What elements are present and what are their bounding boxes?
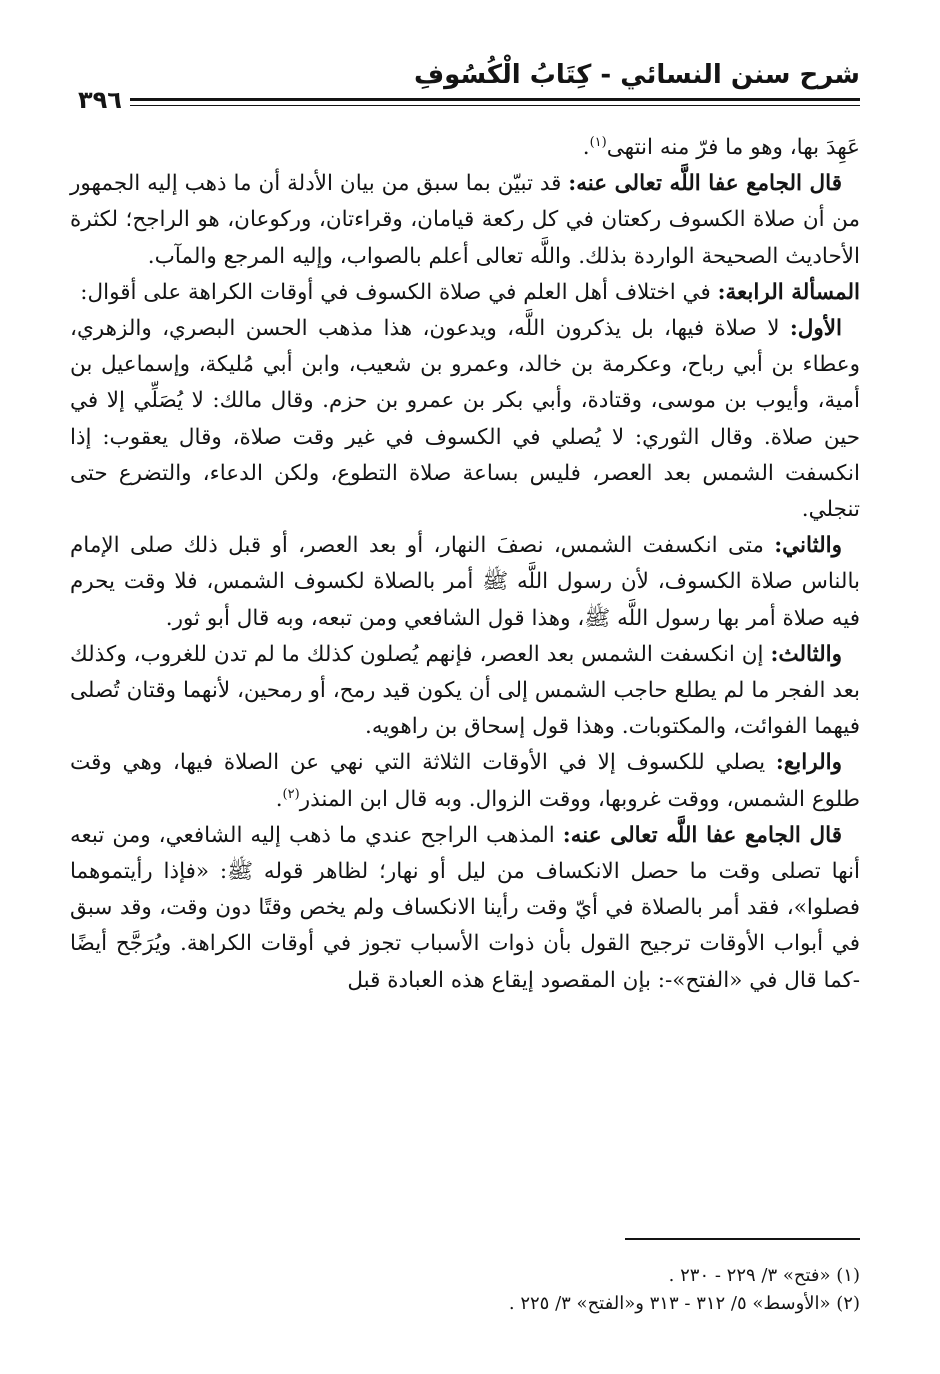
paragraph-text: قد تبيّن بما سبق من بيان الأدلة أن ما ذهب إليه الجمهور من أن صلاة الكسوف ركعتان في كل ركعة قيامان، وقراءتان، وركوعان، هو الراجح؛ لكثرة الأحاديث الصحيحة الواردة بذلك. واللَّه تعالى أعلم بالصواب، وإليه المرجع والمآب. (70, 171, 860, 269)
footnote-ref: (١) (589, 134, 607, 150)
paragraph-text: المذهب الراجح عندي ما ذهب إليه الشافعي، ومن تبعه أنها تصلى وقت ما حصل الانكساف من ليل أو نهار؛ لظاهر قوله ﷺ: «فإذا رأيتموهما فصلوا»، فقد أمر بالصلاة في أيّ وقت رأينا الانكساف ولم يخص وقتًا دون وقت، وقد سبق في أبواب الأوقات ترجيح القول بأن ذوات الأسباب تجوز في أوقات الكراهة. ويُرَجَّح أيضًا -كما قال في «الفتح»-: بإن المقصود إيقاع هذه العبادة قبل (70, 822, 860, 993)
paragraph-lead: والثاني: (774, 533, 842, 559)
paragraph-text: في اختلاف أهل العلم في صلاة الكسوف في أوقات الكراهة على أقوال: (80, 279, 718, 305)
paragraph-lead: الأول: (789, 316, 842, 342)
paragraph-text: إن انكسفت الشمس بعد العصر، فإنهم يُصلون كذلك ما لم تدن للغروب، وكذلك بعد الفجر ما لم يطلع حاجب الشمس إلى أن يكون قيد رمح، أو رمحين، لأنهما وقتان تُصلى فيهما الفوائت، والمكتوبات. وهذا قول إسحاق بن راهويه. (70, 641, 860, 740)
paragraph-third-opinion (70, 637, 860, 746)
footnote-rule (625, 1238, 860, 1240)
paragraph-tail: . (275, 786, 283, 812)
footnote-1: (١) «فتح» ٣/ ٢٢٩ - ٢٣٠ . (668, 1265, 860, 1286)
paragraph-lead: قال الجامع عفا اللَّه تعالى عنه: (562, 822, 843, 848)
paragraph-text: لا صلاة فيها، بل يذكرون اللَّه، ويدعون، هذا مذهب الحسن البصري، والزهري، وعطاء بن أبي رباح، وعكرمة بن خالد، وعمرو بن شعيب، وابن أبي مُليكة، وإسماعيل بن أمية، وأيوب بن موسى، وقتادة، وأبي بكر بن عمرو بن حزم. وقال مالك: لا يُصَلِّي إلا في حين صلاة. وقال الثوري: لا يُصلي في الكسوف في غير وقت صلاة، وقال يعقوب: إذا انكسفت الشمس بعد العصر، فليس بساعة صلاة التطوع، ولكن الدعاء، والتضرع حتى تنجلي. (70, 316, 860, 523)
paragraph-tail: . (582, 135, 590, 160)
footnote-2: (٢) «الأوسط» ٥/ ٣١٢ - ٣١٣ و«الفتح» ٣/ ٢٢٥ . (508, 1293, 860, 1314)
paragraph-first-opinion (70, 311, 860, 528)
paragraph-fourth-issue (70, 275, 860, 311)
footnotes (70, 1262, 860, 1318)
paragraph-jami-note-2 (70, 818, 860, 999)
paragraph-fourth-opinion (70, 745, 860, 817)
paragraph-lead: قال الجامع عفا اللَّه تعالى عنه: (568, 171, 842, 197)
footnote-ref: (٢) (282, 786, 300, 802)
paragraph-text: عَهِدَ بها، وهو ما فرّ منه انتهى (606, 135, 860, 160)
paragraph-text: متى انكسفت الشمس، نصفَ النهار، أو بعد العصر، أو قبل ذلك صلى الإمام بالناس صلاة الكسوف، لأن رسول اللَّه ﷺ أمر بالصلاة لكسوف الشمس، فلا وقت يحرم فيه صلاة أمر بها رسول اللَّه ﷺ، وهذا قول الشافعي ومن تبعه، وبه قال أبو ثور. (70, 533, 860, 631)
paragraph-lead: والثالث: (770, 641, 842, 667)
paragraph-continuation (70, 130, 860, 166)
paragraph-text: يصلي للكسوف إلا في الأوقات الثلاثة التي نهي عن الصلاة فيها، وهي وقت طلوع الشمس، ووقت غروبها، ووقت الزوال. وبه قال ابن المنذر (70, 750, 860, 812)
paragraph-jami-note-1 (70, 166, 860, 275)
page-number: ٣٩٦ (70, 86, 130, 114)
paragraph-second-opinion (70, 528, 860, 637)
paragraph-lead: والرابع: (775, 750, 842, 776)
running-title: شرح سنن النسائي - كِتَابُ الْكُسُوفِ (413, 60, 860, 90)
book-page (70, 0, 860, 1374)
header-rule (70, 98, 860, 106)
body-text (70, 130, 860, 999)
paragraph-lead: المسألة الرابعة: (717, 279, 860, 305)
